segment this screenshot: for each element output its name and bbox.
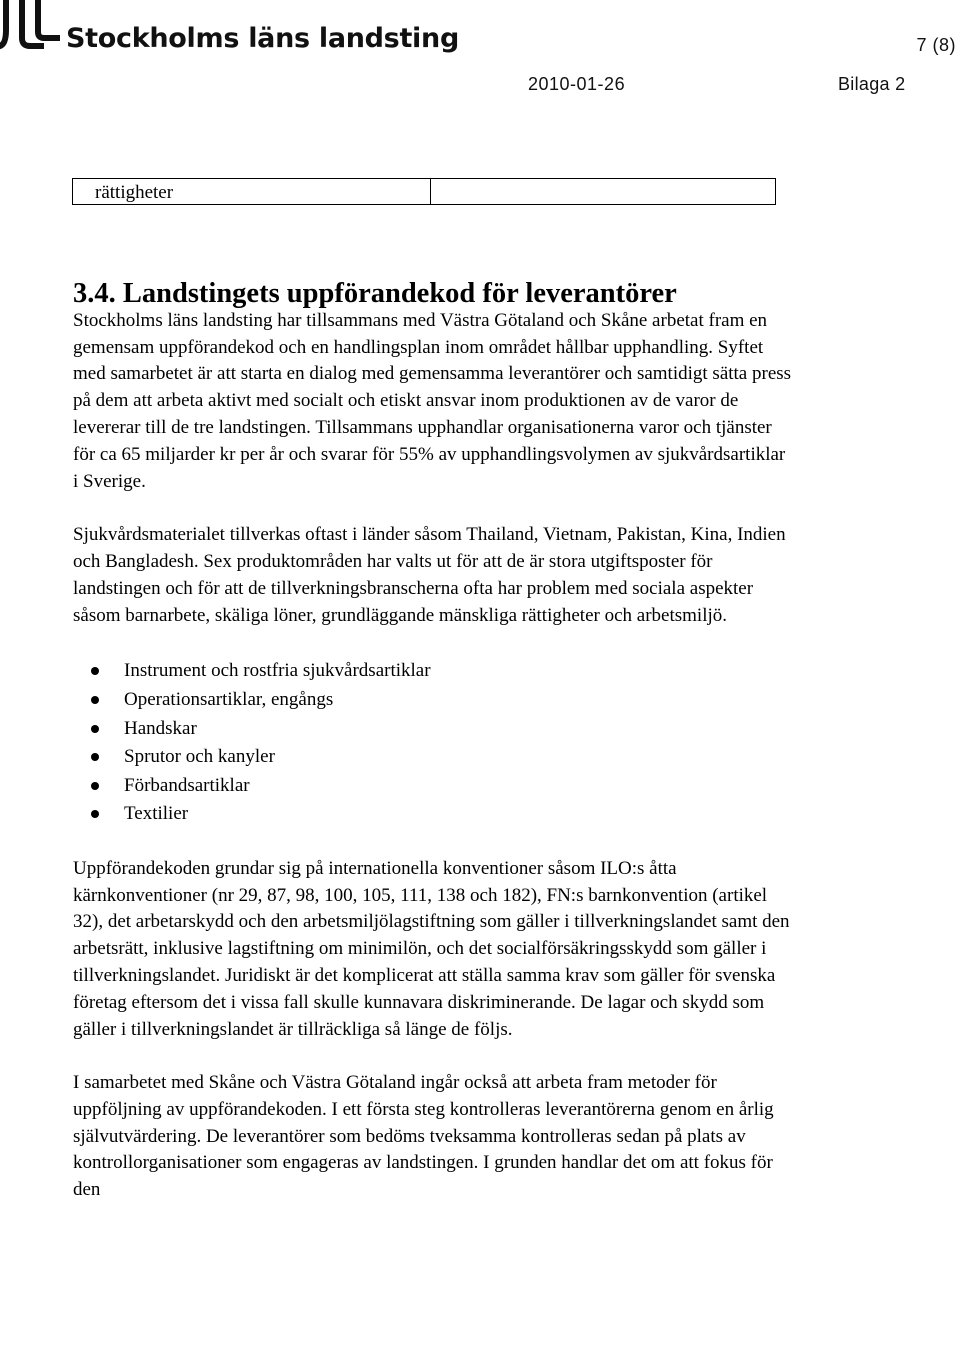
product-area-list: [73, 657, 793, 829]
list-item: [73, 772, 793, 801]
list-item: [73, 743, 793, 772]
list-item: [73, 800, 793, 829]
list-item-label: Handskar: [124, 717, 197, 739]
bullet-icon: [91, 753, 99, 761]
paragraph: Stockholms läns landsting har tillsammans med Västra Götaland och Skåne arbetat fram en gemensam uppförandekod och en handlingsplan inom området hållbar upphandling. Syftet med samarbetet är att starta en dialog med gemensamma leverantörer och samtidigt sätta press på dem att arbeta aktivt med socialt och etiskt ansvar inom produktionen av de varor de levererar till de tre landstingen. Tillsammans upphandlar organisationerna varor och tjänster för ca 65 miljarder kr per år och svarar för 55% av upphandlingsvolymen av sjukvårdsartiklar i Sverige.: [73, 309, 792, 492]
table-cell: rättigheter: [73, 179, 431, 204]
bullet-icon: [91, 696, 99, 704]
organization-logo: [0, 0, 459, 54]
list-item-label: Textilier: [124, 803, 189, 825]
table-fragment: [72, 178, 776, 205]
bullet-icon: [91, 667, 99, 675]
paragraph: Sjukvårdsmaterialet tillverkas oftast i länder såsom Thailand, Vietnam, Pakistan, Kina, Indien och Bangladesh. Sex produktområden har valts ut för att de är stora utgiftsposter för landstingen och för att de tillverkningsbranscherna ofta har problem med sociala aspekter såsom barnarbete, skäliga löner, grundläggande mänskliga rättigheter och arbetsmiljö.: [73, 524, 786, 626]
list-item: [73, 657, 793, 686]
sll-logo-icon: [0, 0, 62, 54]
page-number: 7 (8): [916, 35, 956, 55]
attachment-label: Bilaga 2: [838, 74, 906, 94]
document-header: [0, 0, 960, 110]
table-cell: [431, 179, 775, 204]
logo-wordmark: Stockholms läns landsting: [66, 23, 459, 54]
bullet-icon: [91, 725, 99, 733]
list-item: [73, 715, 793, 744]
section-heading: 3.4. Landstingets uppförandekod för leverantörer: [73, 278, 677, 309]
document-date: 2010-01-26: [528, 74, 626, 94]
paragraph: Uppförandekoden grundar sig på internationella konventioner såsom ILO:s åtta kärnkonventioner (nr 29, 87, 98, 100, 105, 111, 138 och 182), FN:s barnkonvention (artikel 32), det arbetarskydd och den arbetsmiljölagstiftning som gäller i tillverkningslandet samt den arbetsrätt, inklusive lagstiftning om minimilön, och det socialförsäkringsskydd som gäller i tillverkningslandet. Juridiskt är det komplicerat att ställa samma krav som gäller för svenska företag eftersom det i vissa fall skulle kunnavara diskriminerande. De lagar och skydd som gäller i tillverkningslandet är tillräckliga så länge de följs.: [73, 857, 790, 1040]
list-item-label: Operationsartiklar, engångs: [124, 688, 334, 710]
paragraph: I samarbetet med Skåne och Västra Götaland ingår också att arbeta fram metoder för uppföljning av uppförandekoden. I ett första steg kontrolleras leverantörerna genom en årlig självutvärdering. De leverantörer som bedöms tveksamma kontrolleras sedan på plats av kontrollorganisationer som engageras av landstingen. I grunden handlar det om att fokus för den: [73, 1072, 774, 1201]
document-body: [73, 278, 793, 1204]
bullet-icon: [91, 782, 99, 790]
list-item-label: Instrument och rostfria sjukvårdsartiklar: [124, 660, 431, 682]
list-item: [73, 686, 793, 715]
list-item-label: Förbandsartiklar: [124, 774, 250, 796]
bullet-icon: [91, 810, 99, 818]
list-item-label: Sprutor och kanyler: [124, 746, 275, 768]
